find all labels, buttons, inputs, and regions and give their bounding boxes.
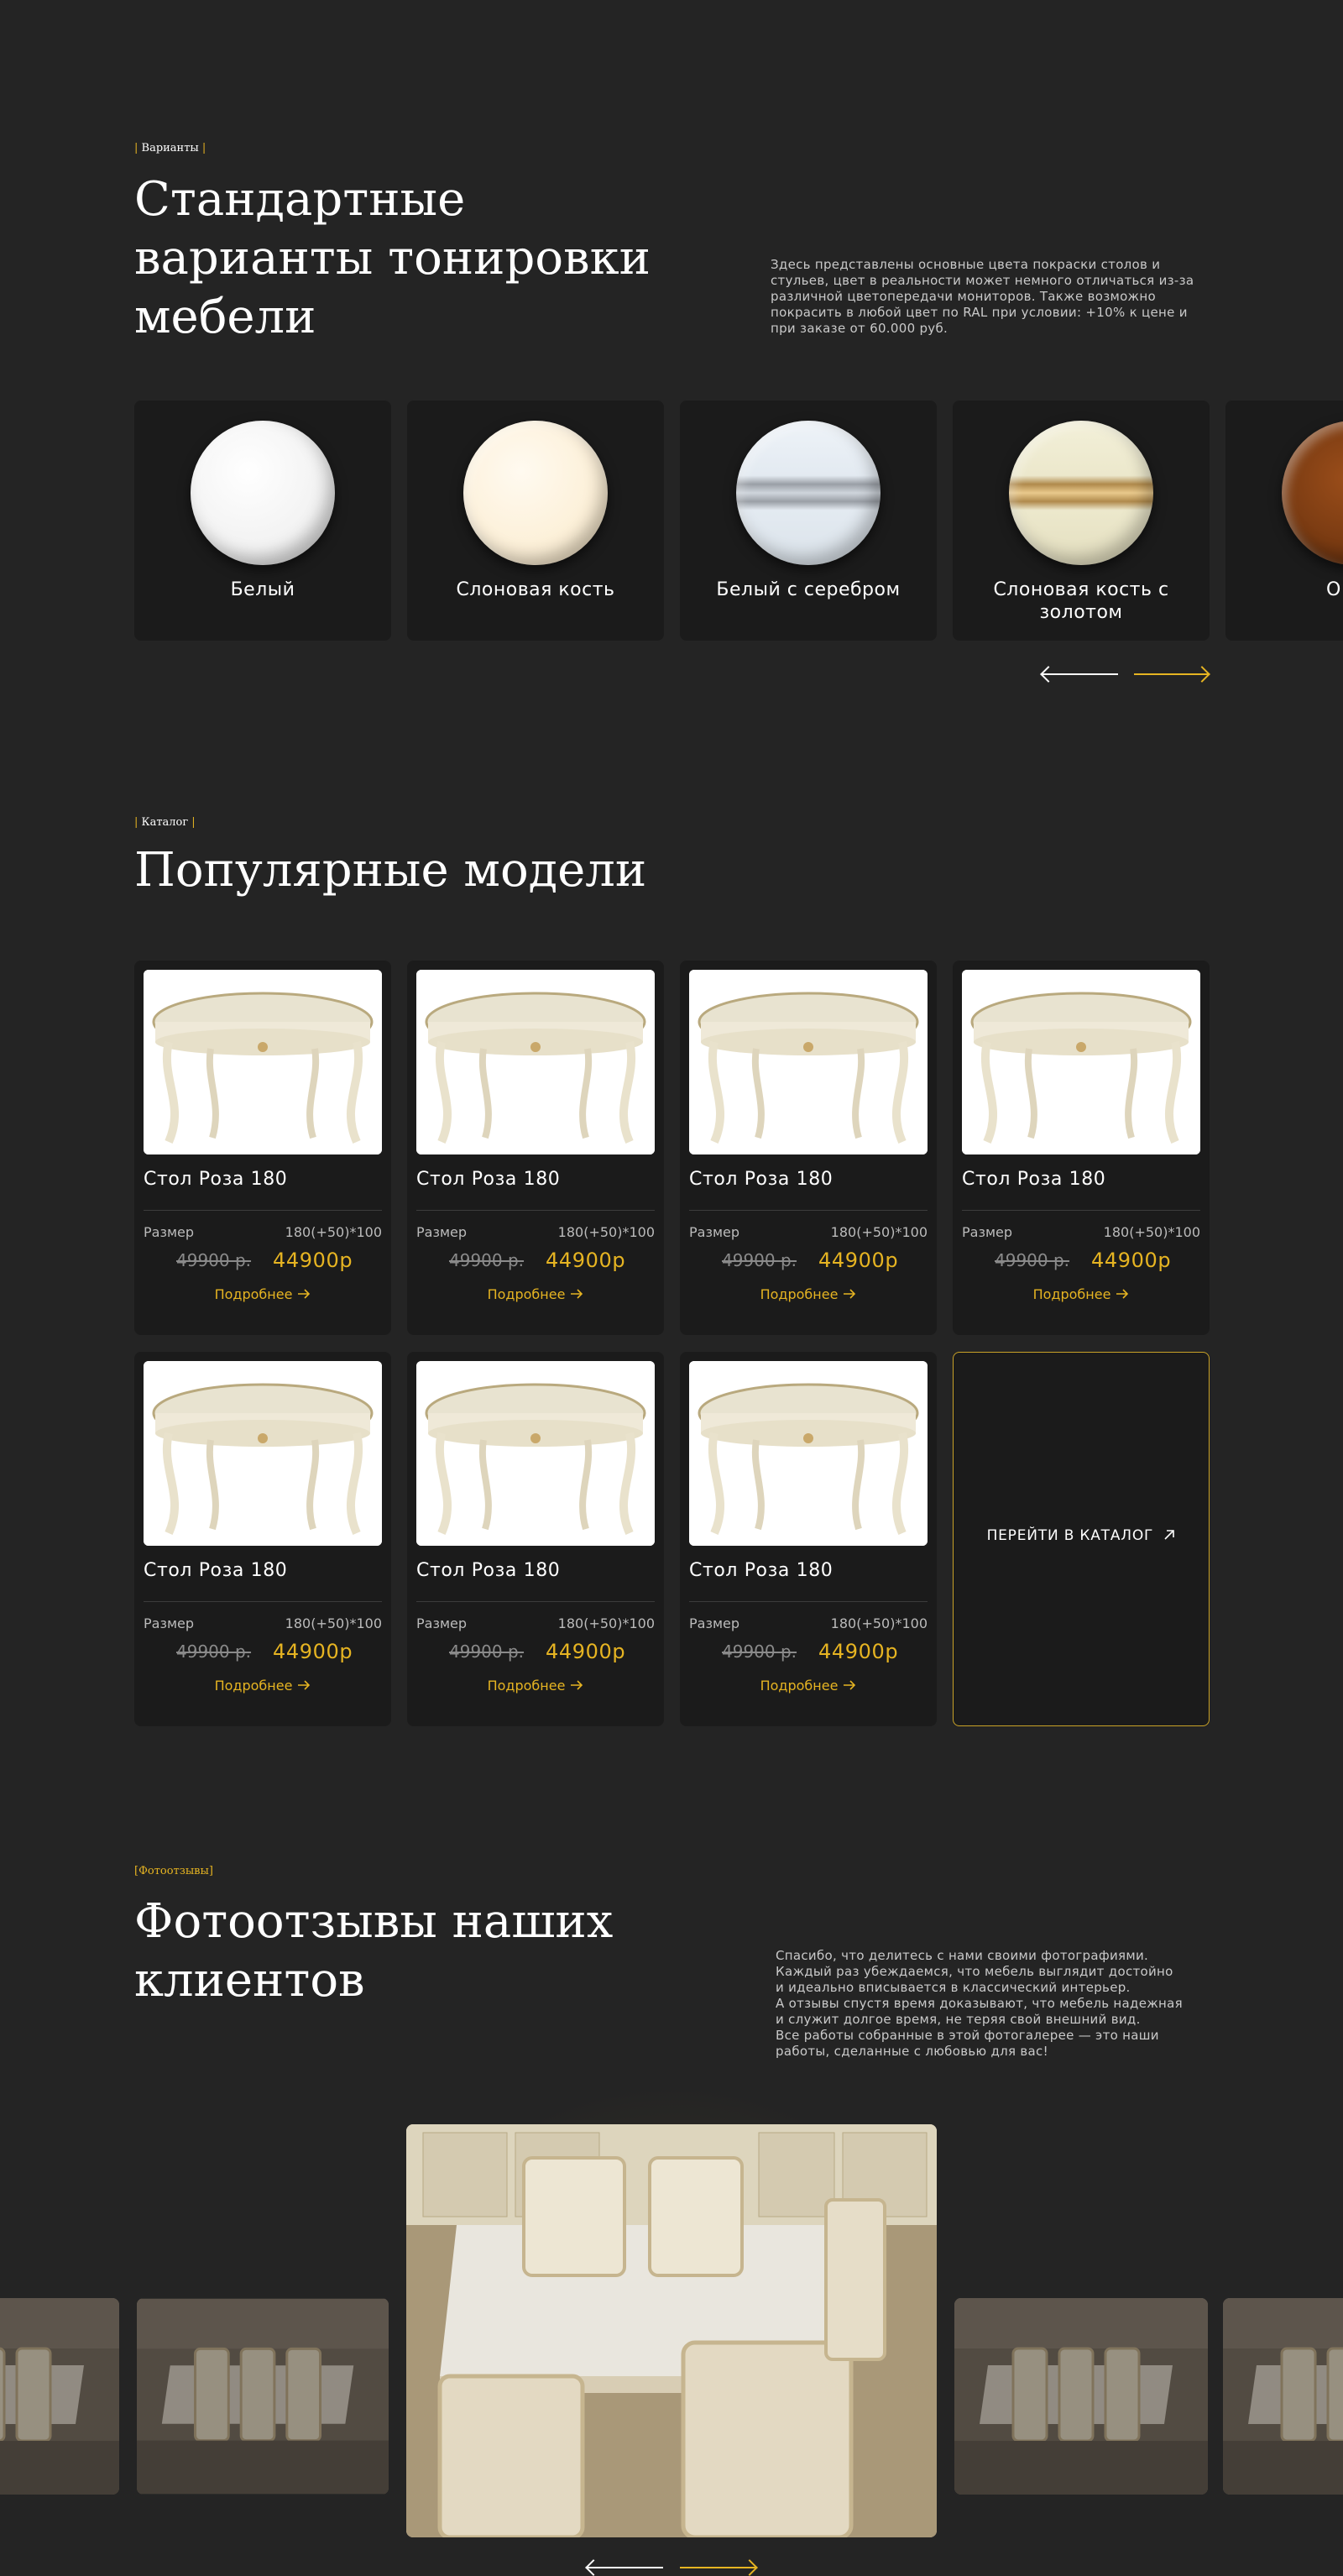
size-value: 180(+50)*100 [285, 1615, 382, 1631]
more-label: Подробнее [214, 1678, 293, 1694]
product-name[interactable]: Стол Роза 180 [689, 1560, 833, 1581]
size-label: Размер [144, 1615, 195, 1631]
more-label: Подробнее [1032, 1286, 1111, 1302]
color-carousel[interactable] [134, 401, 1343, 641]
product-card[interactable] [680, 1352, 937, 1726]
price: 44900р [273, 1249, 353, 1272]
divider [689, 1210, 928, 1211]
color-swatch [736, 421, 881, 565]
product-name[interactable]: Стол Роза 180 [144, 1169, 288, 1190]
divider [962, 1210, 1200, 1211]
old-price: 49900 р. [722, 1250, 797, 1270]
more-link[interactable] [134, 1678, 391, 1694]
section-tag: | Варианты | [134, 142, 206, 154]
product-image[interactable] [416, 970, 655, 1154]
more-label: Подробнее [487, 1678, 566, 1694]
old-price: 49900 р. [722, 1641, 797, 1662]
colors-description: Здесь представлены основные цвета покраски столов и стульев, цвет в реальности может немного отличаться из-за различной цветопередачи мониторов. Также возможно покрасить в любой цвет по RAL при условии: +10% к цене и при заказе от 60.000 руб. [771, 257, 1194, 336]
catalog-link-label: ПЕРЕЙТИ В КАТАЛОГ [986, 1527, 1154, 1544]
arrow-up-right-icon [1163, 1529, 1175, 1541]
price: 44900р [818, 1640, 899, 1663]
more-link[interactable] [953, 1286, 1210, 1302]
old-price: 49900 р. [176, 1641, 252, 1662]
arrow-right-icon [1116, 1289, 1129, 1299]
more-label: Подробнее [760, 1678, 839, 1694]
color-swatch [1009, 421, 1153, 565]
old-price: 49900 р. [176, 1250, 252, 1270]
review-photo[interactable] [137, 2298, 389, 2495]
size-value: 180(+50)*100 [830, 1615, 928, 1631]
color-swatch [191, 421, 335, 565]
divider [144, 1601, 382, 1602]
product-image[interactable] [144, 1361, 382, 1546]
arrow-right-icon [297, 1680, 311, 1690]
product-card[interactable] [134, 1352, 391, 1726]
product-image[interactable] [962, 970, 1200, 1154]
divider [689, 1601, 928, 1602]
more-label: Подробнее [760, 1286, 839, 1302]
section-tag: [Фотоотзывы] [134, 1865, 213, 1877]
reviews-description: Спасибо, что делитесь с нами своими фотографиями. Каждый раз убеждаемся, что мебель выглядит достойно и идеально вписывается в классический интерьер. А отзывы спустя время доказывают, что мебель надежная и служит долгое время, не теряя свой внешний вид. Все работы собранные в этой фотогалерее — это наши работы, сделанные с любовью для вас! [776, 1948, 1183, 2059]
reviews-section [0, 1805, 1343, 2571]
size-value: 180(+50)*100 [557, 1224, 655, 1240]
product-name[interactable]: Стол Роза 180 [962, 1169, 1106, 1190]
size-value: 180(+50)*100 [557, 1615, 655, 1631]
color-name: Белый с серебром [716, 579, 901, 600]
divider [416, 1601, 655, 1602]
size-label: Размер [962, 1224, 1013, 1240]
more-link[interactable] [407, 1678, 664, 1694]
go-to-catalog-button[interactable] [953, 1352, 1210, 1726]
catalog-title: Популярные модели [134, 843, 647, 898]
divider [144, 1210, 382, 1211]
price: 44900р [546, 1249, 626, 1272]
reviews-prev-arrow-icon[interactable] [588, 2567, 663, 2568]
more-label: Подробнее [214, 1286, 293, 1302]
product-name[interactable]: Стол Роза 180 [416, 1560, 561, 1581]
review-photo-featured[interactable] [406, 2124, 937, 2537]
size-label: Размер [144, 1224, 195, 1240]
more-link[interactable] [134, 1286, 391, 1302]
color-card-ivory[interactable] [407, 401, 664, 641]
size-value: 180(+50)*100 [285, 1224, 382, 1240]
carousel-next-arrow-icon[interactable] [1134, 673, 1208, 675]
product-name[interactable]: Стол Роза 180 [416, 1169, 561, 1190]
price: 44900р [546, 1640, 626, 1663]
size-value: 180(+50)*100 [830, 1224, 928, 1240]
product-card[interactable] [680, 961, 937, 1335]
product-card[interactable] [953, 961, 1210, 1335]
product-image[interactable] [144, 970, 382, 1154]
product-name[interactable]: Стол Роза 180 [689, 1169, 833, 1190]
price: 44900р [273, 1640, 353, 1663]
arrow-right-icon [843, 1680, 856, 1690]
color-swatch [463, 421, 608, 565]
size-label: Размер [689, 1224, 740, 1240]
product-image[interactable] [689, 970, 928, 1154]
price: 44900р [818, 1249, 899, 1272]
more-label: Подробнее [487, 1286, 566, 1302]
color-card-white[interactable] [134, 401, 391, 641]
more-link[interactable] [407, 1286, 664, 1302]
size-label: Размер [689, 1615, 740, 1631]
color-name: Слоновая кость [456, 579, 615, 600]
color-card-ivory-gold[interactable] [953, 401, 1210, 641]
product-image[interactable] [416, 1361, 655, 1546]
old-price: 49900 р. [449, 1641, 525, 1662]
color-swatch [1282, 421, 1343, 565]
color-name: Белый [230, 579, 295, 600]
section-tag: | Каталог | [134, 816, 196, 829]
arrow-right-icon [570, 1289, 583, 1299]
product-image[interactable] [689, 1361, 928, 1546]
review-photo[interactable] [1223, 2298, 1343, 2495]
color-card-partial[interactable] [1225, 401, 1343, 641]
colors-section [0, 0, 1343, 756]
color-name: Слоновая кость с золотом [993, 579, 1169, 623]
review-photo[interactable] [954, 2298, 1208, 2495]
product-card[interactable] [134, 961, 391, 1335]
review-photo[interactable] [0, 2298, 119, 2495]
more-link[interactable] [680, 1286, 937, 1302]
more-link[interactable] [680, 1678, 937, 1694]
size-value: 180(+50)*100 [1103, 1224, 1200, 1240]
product-card[interactable] [407, 1352, 664, 1726]
old-price: 49900 р. [995, 1250, 1070, 1270]
color-card-white-silver[interactable] [680, 401, 937, 641]
product-card[interactable] [407, 961, 664, 1335]
colors-title: Стандартные варианты тонировки мебели [134, 172, 651, 344]
carousel-prev-arrow-icon[interactable] [1043, 673, 1118, 675]
size-label: Размер [416, 1615, 468, 1631]
reviews-next-arrow-icon[interactable] [680, 2567, 755, 2568]
product-name[interactable]: Стол Роза 180 [144, 1560, 288, 1581]
price: 44900р [1091, 1249, 1172, 1272]
color-name: О [1326, 579, 1341, 600]
old-price: 49900 р. [449, 1250, 525, 1270]
arrow-right-icon [297, 1289, 311, 1299]
size-label: Размер [416, 1224, 468, 1240]
arrow-right-icon [843, 1289, 856, 1299]
reviews-title: Фотоотзывы наших клиентов [134, 1894, 614, 2008]
arrow-right-icon [570, 1680, 583, 1690]
divider [416, 1210, 655, 1211]
